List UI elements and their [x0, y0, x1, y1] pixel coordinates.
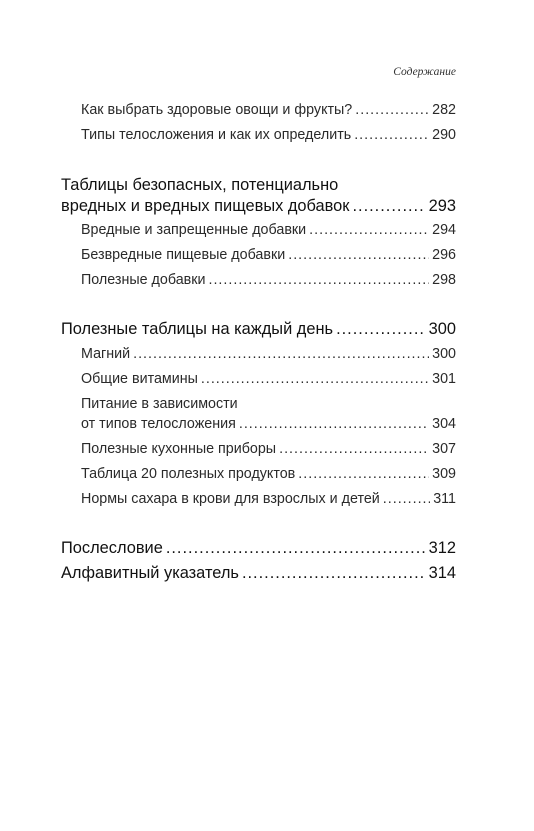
toc-entry-title-line: Питание в зависимости	[81, 396, 238, 412]
toc-entry[interactable]	[81, 491, 456, 507]
toc-entry-page: 301	[432, 371, 456, 387]
dot-leader	[352, 197, 425, 216]
toc-entry-page: 290	[432, 127, 456, 143]
toc-section-entry[interactable]	[61, 197, 456, 216]
toc-entry-title: Полезные кухонные приборы	[81, 441, 277, 457]
toc-section-entry[interactable]	[61, 564, 456, 583]
toc-section-page: 300	[428, 320, 456, 338]
dot-leader	[208, 272, 429, 288]
toc-entry[interactable]	[81, 127, 456, 143]
toc-entry-page: 307	[432, 441, 456, 457]
dot-leader	[279, 441, 429, 457]
toc-section-title: Полезные таблицы на каждый день	[61, 320, 334, 338]
dot-leader	[309, 222, 429, 238]
toc-entry-page: 304	[432, 416, 456, 432]
toc-entry[interactable]	[81, 102, 456, 118]
dot-leader	[201, 371, 429, 387]
toc-entry-page: 309	[432, 466, 456, 482]
running-head: Содержание	[393, 66, 456, 78]
dot-leader	[298, 466, 429, 482]
toc-section-page: 293	[428, 197, 456, 215]
toc-section-title-line: Таблицы безопасных, потенциально	[61, 176, 339, 194]
dot-leader	[288, 247, 429, 263]
toc-entry-title: Магний	[81, 346, 131, 362]
toc-entry[interactable]	[81, 466, 456, 482]
toc-entry[interactable]	[81, 416, 456, 432]
toc-entry-title: Вредные и запрещенные добавки	[81, 222, 307, 238]
toc-section-page: 314	[428, 564, 456, 582]
toc-section-entry[interactable]	[61, 539, 456, 558]
toc-entry-title: Как выбрать здоровые овощи и фрукты?	[81, 102, 353, 118]
toc-entry[interactable]	[81, 371, 456, 387]
dot-leader	[133, 346, 429, 362]
dot-leader	[242, 564, 426, 583]
dot-leader	[354, 127, 429, 143]
dot-leader	[336, 320, 426, 339]
toc-entry-page: 298	[432, 272, 456, 288]
toc-section-entry[interactable]	[61, 320, 456, 339]
toc-entry-page: 300	[432, 346, 456, 362]
toc-section-page: 312	[428, 539, 456, 557]
dot-leader	[239, 416, 429, 432]
toc-entry[interactable]	[81, 247, 456, 263]
dot-leader	[166, 539, 426, 558]
toc-entry-title: Нормы сахара в крови для взрослых и детей	[81, 491, 380, 507]
dot-leader	[355, 102, 429, 118]
toc-entry-page: 311	[433, 491, 456, 507]
toc-entry[interactable]	[81, 441, 456, 457]
toc-entry-page: 282	[432, 102, 456, 118]
toc-entry-page: 296	[432, 247, 456, 263]
toc-section-title: Послесловие	[61, 539, 163, 557]
toc-entry-page: 294	[432, 222, 456, 238]
toc-entry-title: Безвредные пищевые добавки	[81, 247, 286, 263]
toc-entry-title: Таблица 20 полезных продуктов	[81, 466, 296, 482]
toc-entry-title: Общие витамины	[81, 371, 198, 387]
dot-leader	[383, 491, 430, 507]
toc-entry[interactable]	[81, 346, 456, 362]
toc-entry[interactable]	[81, 272, 456, 288]
toc-entry-title: от типов телосложения	[81, 416, 236, 432]
toc-entry-title: Полезные добавки	[81, 272, 206, 288]
toc-section-title: Алфавитный указатель	[61, 564, 239, 582]
toc-entry-title: Типы телосложения и как их определить	[81, 127, 352, 143]
toc-entry[interactable]	[81, 222, 456, 238]
toc-section-title: вредных и вредных пищевых добавок	[61, 197, 350, 215]
